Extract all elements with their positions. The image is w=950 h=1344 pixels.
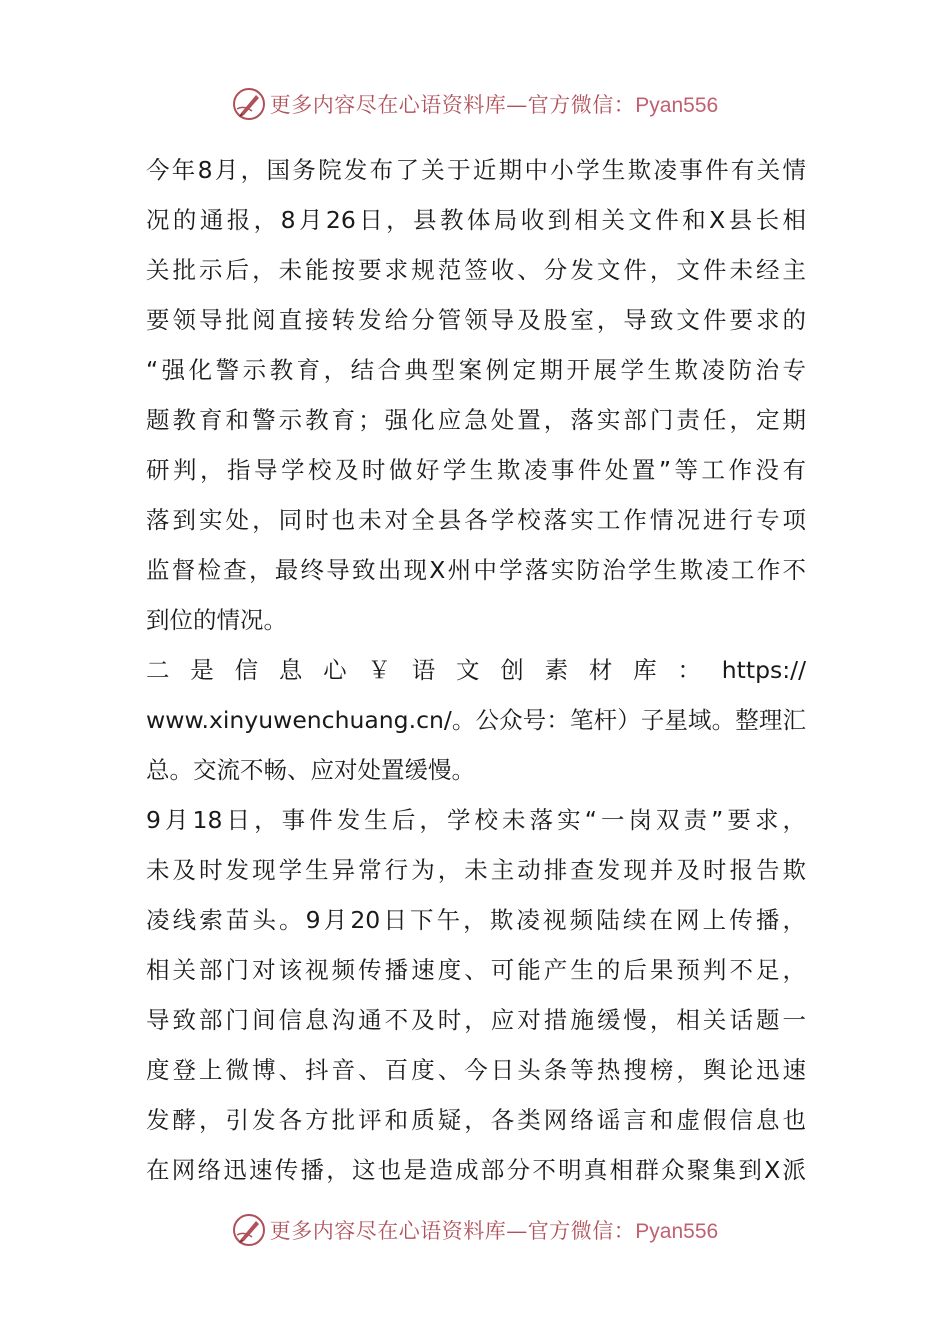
text-line: 总。交流不畅、应对处置缓慢。 [146, 756, 475, 784]
banner-text: 更多内容尽在心语资料库—官方微信：Pyan556 [269, 93, 719, 117]
footer-banner [0, 1210, 950, 1250]
quill-pen-logo-icon [232, 87, 266, 121]
document-body [146, 145, 806, 1195]
header-banner [0, 84, 950, 124]
text-line: 二 是 信 息 心 ￥ 语 文 创 素 材 库 ： https:// [146, 656, 806, 684]
text-line: 况的通报，8月26日，县教体局收到相关文件和X县长相 [146, 206, 806, 234]
text-line: 9月18日，事件发生后，学校未落实“一岗双责”要求， [146, 806, 806, 834]
text-line: 度登上微博、抖音、百度、今日头条等热搜榜，舆论迅速 [146, 1056, 806, 1084]
text-line: 未及时发现学生异常行为，未主动排查发现并及时报告欺 [146, 856, 806, 884]
text-line: www.xinyuwenchuang.cn/。公众号：笔杆）子星域。整理汇 [146, 706, 806, 734]
text-line: 今年8月，国务院发布了关于近期中小学生欺凌事件有关情 [146, 156, 806, 184]
text-line: 题教育和警示教育；强化应急处置，落实部门责任，定期 [146, 406, 806, 434]
text-line: 研判，指导学校及时做好学生欺凌事件处置”等工作没有 [146, 456, 806, 484]
text-line: “强化警示教育，结合典型案例定期开展学生欺凌防治专 [146, 356, 806, 384]
banner-text: 更多内容尽在心语资料库—官方微信：Pyan556 [269, 1219, 719, 1243]
quill-pen-logo-icon [232, 1213, 266, 1247]
text-line: 发酵，引发各方批评和质疑，各类网络谣言和虚假信息也 [146, 1106, 806, 1134]
text-line: 监督检查，最终导致出现X州中学落实防治学生欺凌工作不 [146, 556, 806, 584]
text-line: 到位的情况。 [146, 606, 287, 634]
text-line: 在网络迅速传播，这也是造成部分不明真相群众聚集到X派 [146, 1156, 806, 1184]
text-line: 导致部门间信息沟通不及时，应对措施缓慢，相关话题一 [146, 1006, 806, 1034]
text-line: 落到实处，同时也未对全县各学校落实工作情况进行专项 [146, 506, 806, 534]
text-line: 相关部门对该视频传播速度、可能产生的后果预判不足， [146, 956, 806, 984]
text-line: 关批示后，未能按要求规范签收、分发文件，文件未经主 [146, 256, 806, 284]
text-line: 要领导批阅直接转发给分管领导及股室，导致文件要求的 [146, 306, 806, 334]
text-line: 凌线索苗头。9月20日下午，欺凌视频陆续在网上传播， [146, 906, 806, 934]
